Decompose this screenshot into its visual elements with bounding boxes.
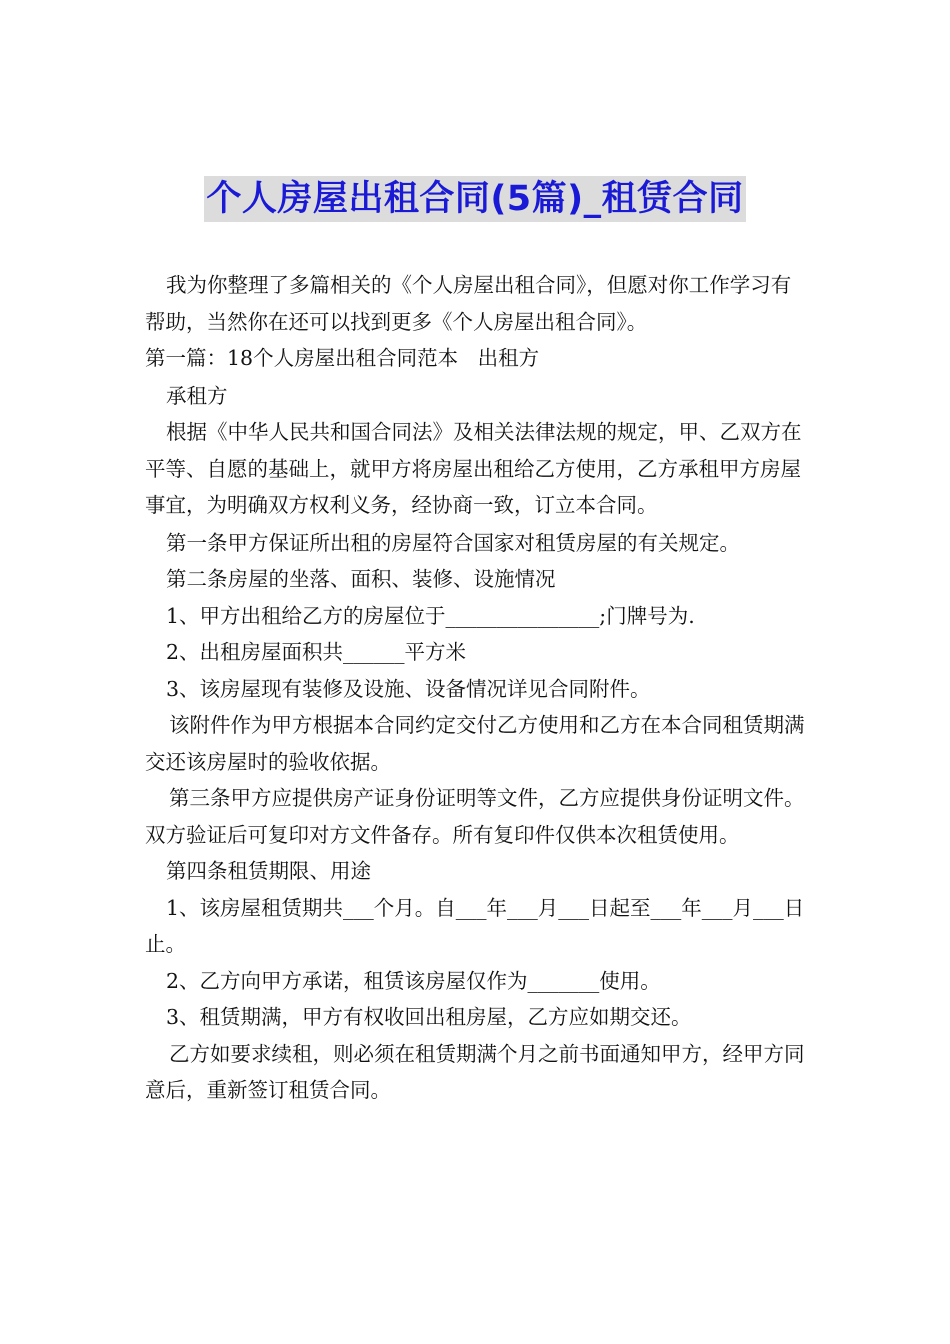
article-4-item-3: 3、租赁期满，甲方有权收回出租房屋，乙方应如期交还。 [166, 1005, 692, 1029]
document-body [145, 267, 810, 1109]
article-4-heading: 第四条租赁期限、用途 [166, 859, 371, 883]
article-2-heading: 第二条房屋的坐落、面积、装修、设施情况 [166, 567, 556, 591]
article-2-item-3: 3、该房屋现有装修及设施、设备情况详见合同附件。 [166, 676, 651, 701]
preamble-paragraph: 根据《中华人民共和国合同法》及相关法律法规的规定，甲、乙双方在平等、自愿的基础上，就甲方将房屋出租给乙方使用，乙方承租甲方房屋事宜，为明确双方权利义务，经协商一致，订立本合同。 [145, 420, 802, 517]
article-3: 第三条甲方应提供房产证身份证明等文件，乙方应提供身份证明文件。双方验证后可复印对方文件备存。所有复印件仅供本次租赁使用。 [145, 786, 805, 847]
title-container [0, 176, 950, 222]
article-4-item-1: 1、该房屋租赁期共___个月。自___年___月___日起至___年___月___日止。 [145, 895, 805, 956]
article-2-item-1: 1、甲方出租给乙方的房屋位于_______________;门牌号为. [166, 603, 695, 628]
intro-paragraph: 我为你整理了多篇相关的《个人房屋出租合同》，但愿对你工作学习有帮助，当然你在还可以找到更多《个人房屋出租合同》。 [145, 273, 792, 334]
renewal-paragraph: 乙方如要求续租，则必须在租赁期满个月之前书面通知甲方，经甲方同意后，重新签订租赁合同。 [145, 1041, 805, 1102]
annex-paragraph: 该附件作为甲方根据本合同约定交付乙方使用和乙方在本合同租赁期满交还该房屋时的验收依据。 [145, 713, 805, 774]
document-title: 个人房屋出租合同(5篇)_租赁合同 [204, 176, 745, 222]
section-heading: 第一篇：18个人房屋出租合同范本 出租方 [145, 346, 540, 370]
article-1: 第一条甲方保证所出租的房屋符合国家对租赁房屋的有关规定。 [166, 530, 740, 555]
lessee-label: 承租方 [166, 383, 228, 408]
article-4-item-2: 2、乙方向甲方承诺，租赁该房屋仅作为_______使用。 [166, 968, 661, 993]
article-2-item-2: 2、出租房屋面积共______平方米 [166, 640, 467, 664]
